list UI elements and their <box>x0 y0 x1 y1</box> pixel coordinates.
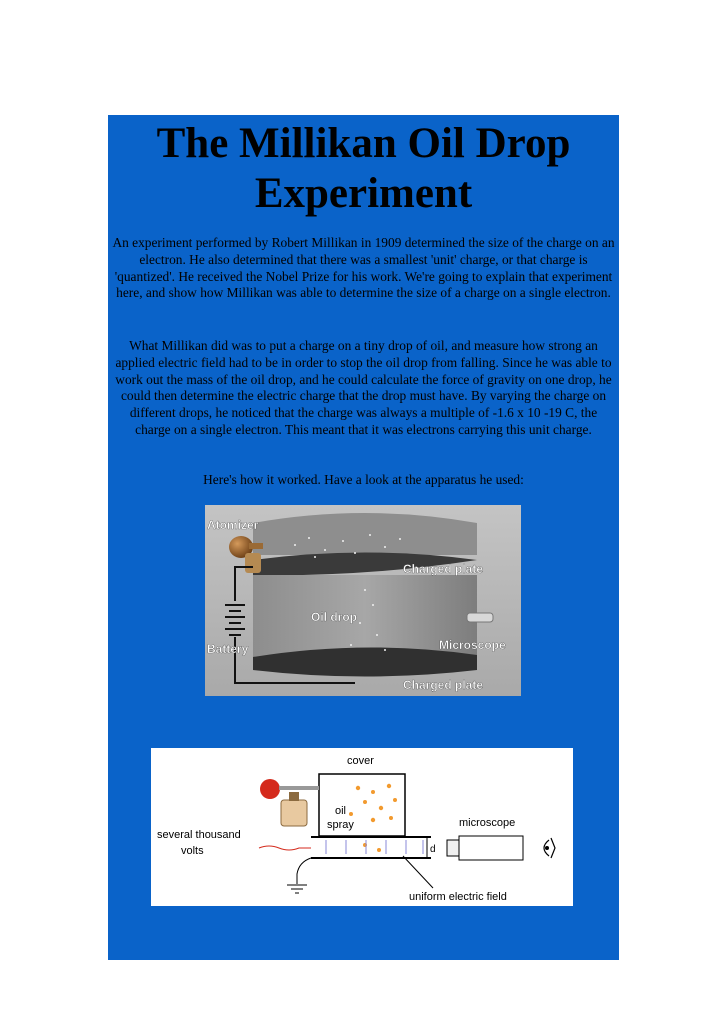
microscope-icon <box>467 613 493 622</box>
eye-pupil <box>545 846 549 850</box>
label-oil-drop: Oil drop <box>311 610 357 624</box>
apparatus-illustration-svg <box>205 505 521 696</box>
ground-wire <box>297 858 311 884</box>
intro-paragraph: An experiment performed by Robert Millikan in 1909 determined the size of the charge on an electron. He also determined that there was a smallest 'unit' charge, or that charge is 'quantized'. He received the Nobel Prize for his work. We're going to explain that experiment here, and show how Millikan was able to determine the size of a charge on a single electron. <box>112 235 615 301</box>
label-oil: oil <box>335 805 347 817</box>
field-arrows <box>326 840 423 854</box>
voltage-wire <box>259 846 311 850</box>
page-title: The Millikan Oil Drop Experiment <box>156 120 571 217</box>
field-pointer <box>403 856 433 888</box>
method-paragraph: What Millikan did was to put a charge on a tiny drop of oil, and measure how strong an applied electric field had to be in order to stop the oil drop from falling. Since he was able to work out the mass of the oil drop, and he could calculate the force of gravity on one drop, he could then determine the electric charge that the drop must have. By varying the charge on different drops, he noticed that the charge was always a multiple of -1.6 x 10 -19 C, the charge on a single electron. This meant that it was electrons carrying this unit charge. <box>115 338 612 437</box>
chamber-cover <box>253 513 477 555</box>
content-panel <box>108 115 619 960</box>
label-microscope: Microscope <box>439 638 506 652</box>
oil-drops <box>349 784 397 852</box>
apparatus-schematic-svg <box>151 748 573 906</box>
label-atomizer: Atomizer <box>207 518 259 532</box>
label-voltage-line2: volts <box>181 845 204 857</box>
ground-icon <box>287 885 307 893</box>
label-spray: spray <box>327 819 354 831</box>
label-cover: cover <box>347 755 374 767</box>
label-microscope: microscope <box>459 817 516 829</box>
label-charged-plate-bottom: Charged plate <box>403 678 484 692</box>
atomizer-cap <box>289 792 299 801</box>
microscope-icon <box>459 836 523 860</box>
apparatus-intro: Here's how it worked. Have a look at the apparatus he used: <box>203 472 524 487</box>
atomizer-nozzle <box>249 543 263 549</box>
label-field: uniform electric field <box>409 891 507 903</box>
label-battery: Battery <box>207 642 249 656</box>
microscope-eyepiece <box>447 840 459 856</box>
apparatus-schematic <box>151 748 573 906</box>
label-d: d <box>430 844 436 855</box>
atomizer-bulb-icon <box>260 779 280 799</box>
atomizer-bottle <box>245 553 261 573</box>
atomizer-bottle <box>281 800 307 826</box>
atomizer-tube <box>279 786 319 790</box>
label-voltage-line1: several thousand <box>157 829 241 841</box>
apparatus-illustration <box>205 505 521 696</box>
label-charged-plate-top: Charged plate <box>403 562 484 576</box>
